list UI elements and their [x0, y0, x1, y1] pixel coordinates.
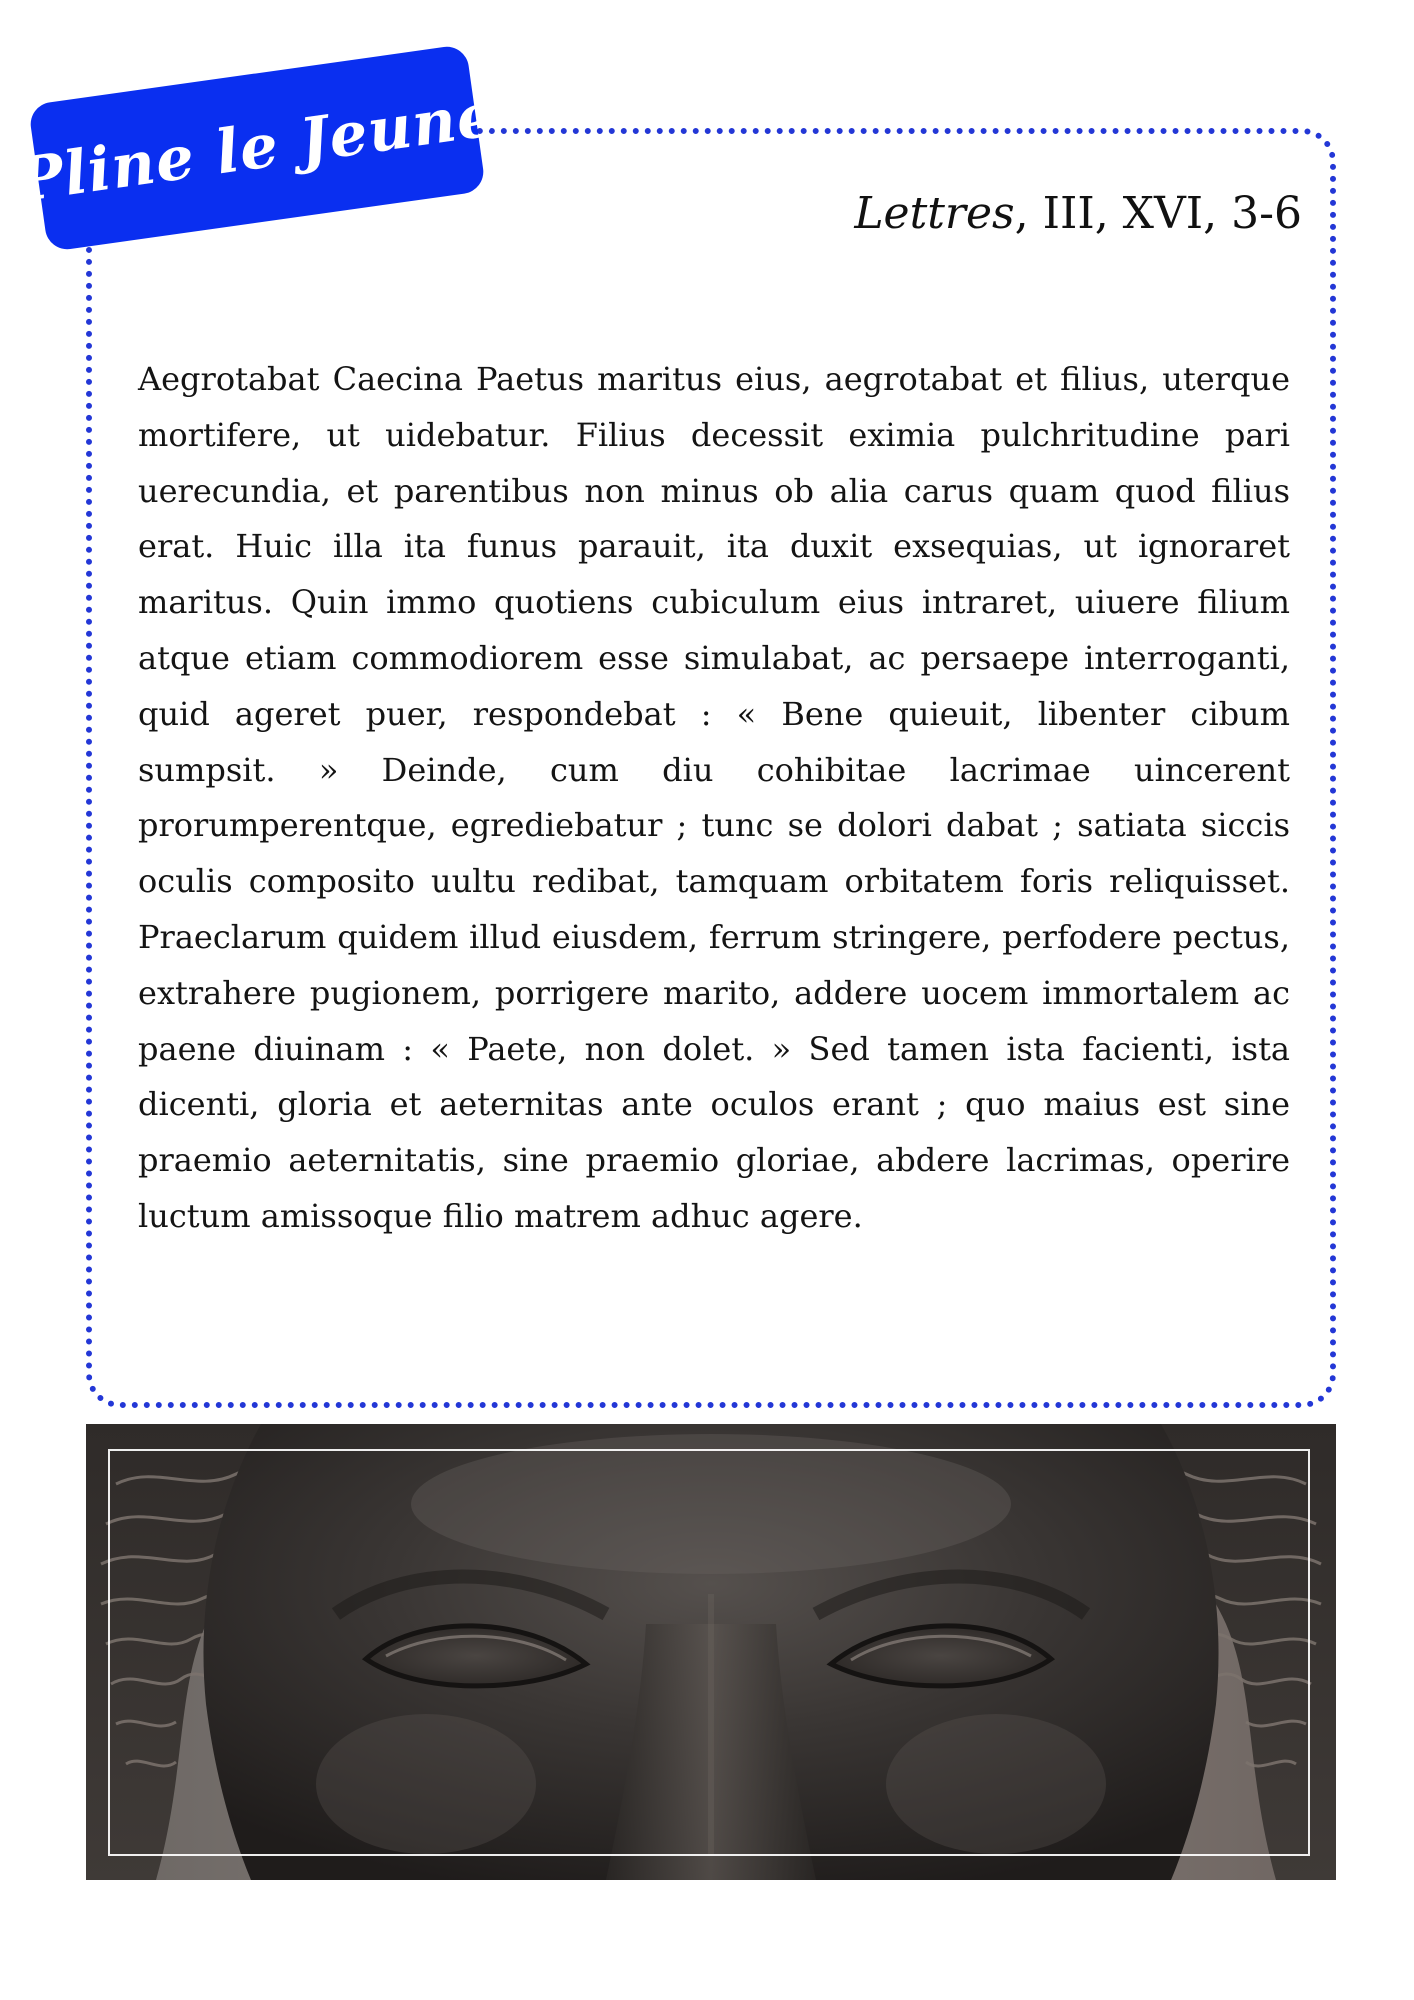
reference-work: Lettres: [854, 188, 1015, 239]
bust-face-illustration: [86, 1424, 1336, 1880]
bust-photo: [86, 1424, 1336, 1880]
reference-location: , III, XVI, 3-6: [1014, 188, 1302, 239]
author-name: Pline le Jeune: [13, 79, 501, 217]
latin-passage: Aegrotabat Caecina Paetus maritus eius, aegrotabat et filius, uterque mortifere, ut uidebatur. Filius decessit eximia pulchritudine pari uerecundia, et parentibus non minus ob alia carus quam quod filius erat. Huic illa ita funus parauit, ita duxit exsequias, ut ignoraret maritus. Quin immo quotiens cubiculum eius intraret, uiuere filium atque etiam commodiorem esse simulabat, ac persaepe interroganti, quid ageret puer, respondebat : « Bene quieuit, libenter cibum sumpsit. » Deinde, cum diu cohibitae lacrimae uincerent prorumperentque, egrediebatur ; tunc se dolori dabat ; satiata siccis oculis composito uultu redibat, tamquam orbitatem foris reliquisset. Praeclarum quidem illud eiusdem, ferrum stringere, perfodere pectus, extrahere pugionem, porrigere marito, addere uocem immortalem ac paene diuinam : « Paete, non dolet. » Sed tamen ista facienti, ista dicenti, gloria et aeternitas ante oculos erant ; quo maius est sine praemio aeternitatis, sine praemio gloriae, abdere lacrimas, operire luctum amissoque filio matrem adhuc agere.: [138, 360, 1290, 1235]
reference-citation: [854, 188, 1302, 239]
